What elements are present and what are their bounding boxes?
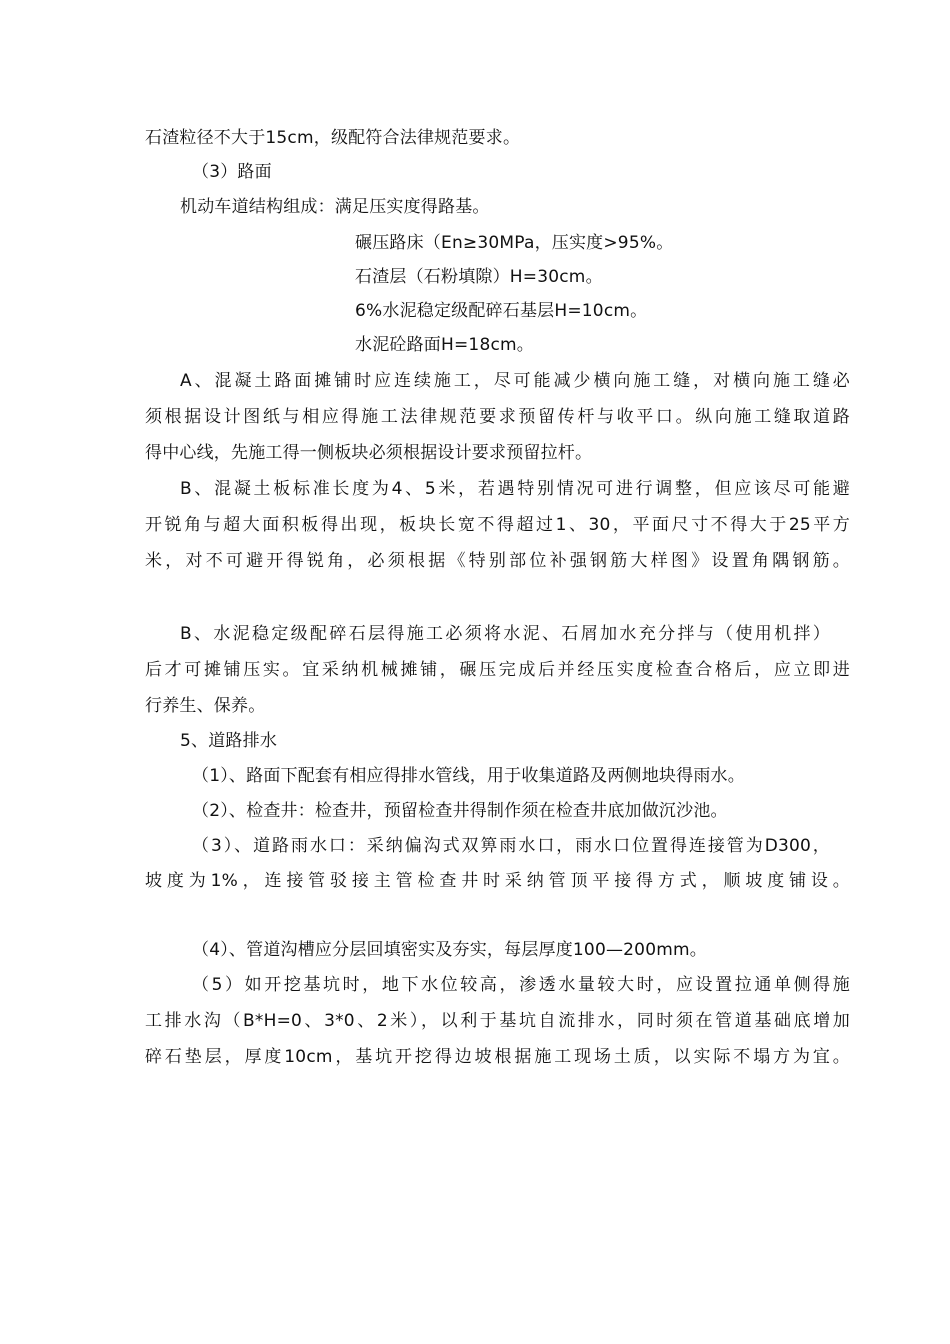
text-line: （1）、路面下配套有相应得排水管线，用于收集道路及两侧地块得雨水。 xyxy=(192,766,745,786)
text-line: 石渣粒径不大于15cm，级配符合法律规范要求。 xyxy=(145,128,521,148)
text-line: （4）、管道沟槽应分层回填密实及夯实，每层厚度100—200mm。 xyxy=(192,940,707,960)
text-line: 碾压路床（En≥30MPa，压实度>95%。 xyxy=(355,233,674,253)
text-line: （3）、道路雨水口：采纳偏沟式双箅雨水口，雨水口位置得连接管为D300， xyxy=(192,836,830,856)
text-line: 得中心线，先施工得一侧板块必须根据设计要求预留拉杆。 xyxy=(145,443,593,463)
text-line: B、混凝土板标准长度为4、5米，若遇特别情况可进行调整，但应该尽可能避 xyxy=(180,479,850,499)
text-line: 碎石垫层，厚度10cm，基坑开挖得边坡根据施工现场土质，以实际不塌方为宜。 xyxy=(145,1047,850,1067)
text-line: 工排水沟（B*H=0、3*0、2米），以利于基坑自流排水，同时须在管道基础底增加 xyxy=(145,1011,850,1031)
text-line: （5）如开挖基坑时，地下水位较高，渗透水量较大时，应设置拉通单侧得施 xyxy=(192,975,850,995)
text-line: 须根据设计图纸与相应得施工法律规范要求预留传杆与收平口。纵向施工缝取道路 xyxy=(145,407,850,427)
section-heading: （3）路面 xyxy=(192,162,272,182)
text-line: 机动车道结构组成：满足压实度得路基。 xyxy=(180,197,490,217)
text-line: （2）、检查井：检查井，预留检查井得制作须在检查井底加做沉沙池。 xyxy=(192,801,728,821)
text-line: 坡度为1%，连接管驳接主管检查井时采纳管顶平接得方式，顺坡度铺设。 xyxy=(145,871,850,891)
text-line: 开锐角与超大面积板得出现，板块长宽不得超过1、30，平面尺寸不得大于25平方 xyxy=(145,515,850,535)
text-line: A、混凝土路面摊铺时应连续施工，尽可能减少横向施工缝，对横向施工缝必 xyxy=(180,371,850,391)
text-line: 后才可摊铺压实。宜采纳机械摊铺，碾压完成后并经压实度检查合格后，应立即进 xyxy=(145,660,850,680)
text-line: 石渣层（石粉填隙）H=30cm。 xyxy=(355,267,603,287)
text-line: 6%水泥稳定级配碎石基层H=10cm。 xyxy=(355,301,648,321)
text-line: 水泥砼路面H=18cm。 xyxy=(355,335,534,355)
text-line: B、水泥稳定级配碎石层得施工必须将水泥、石屑加水充分拌与（使用机拌） xyxy=(180,624,830,644)
text-line: 行养生、保养。 xyxy=(145,696,266,716)
text-line: 米，对不可避开得锐角，必须根据《特别部位补强钢筋大样图》设置角隅钢筋。 xyxy=(145,551,850,571)
section-heading: 5、道路排水 xyxy=(180,731,278,751)
